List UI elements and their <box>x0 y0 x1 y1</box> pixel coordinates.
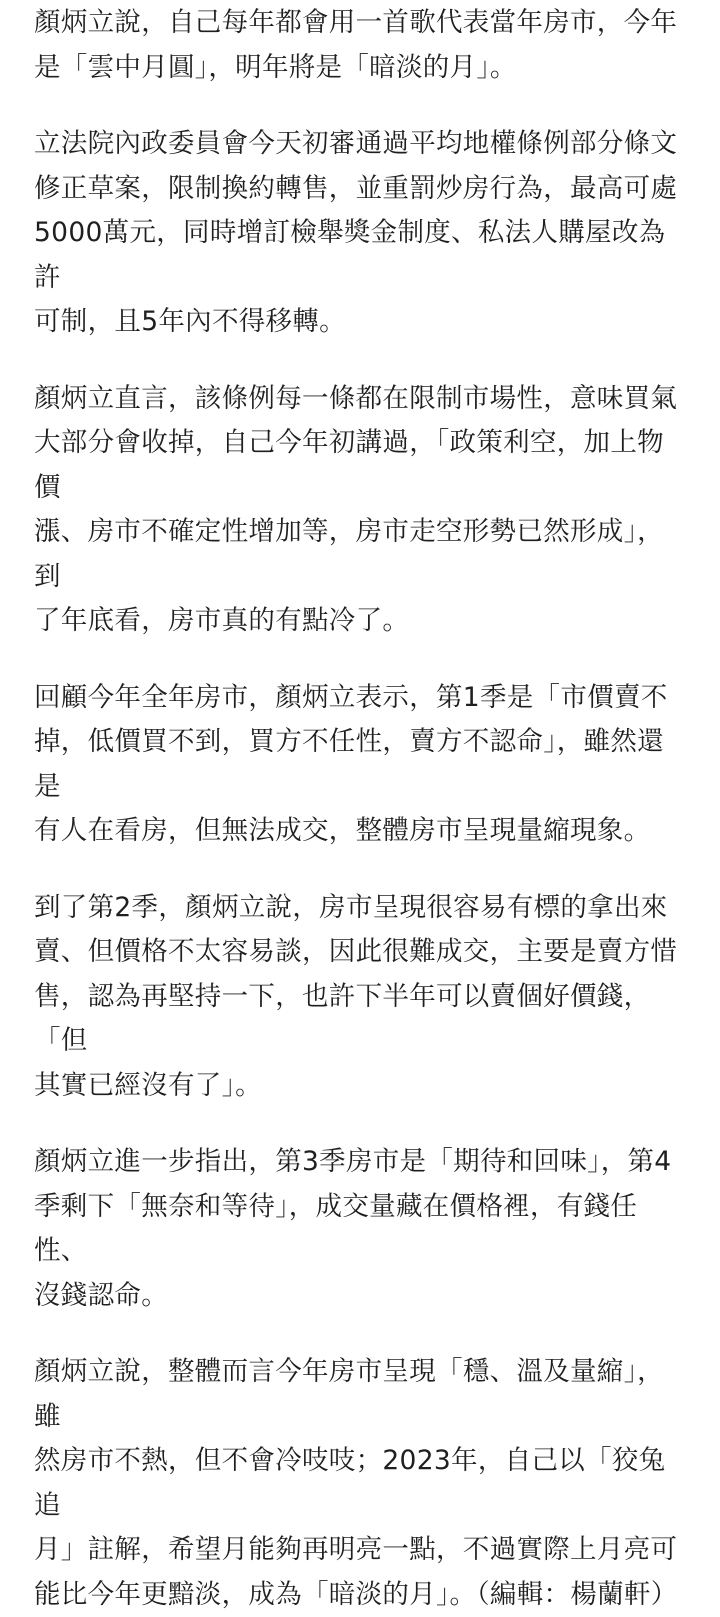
article-paragraph-5: 到了第2季，顏炳立說，房市呈現很容易有標的拿出來 賣、但價格不太容易談，因此很難成交，主要是賣方惜 售，認為再堅持一下，也許下半年可以賣個好價錢，「但 其實已經沒有了」。 <box>34 891 678 1101</box>
article-paragraph-2: 立法院內政委員會今天初審通過平均地權條例部分條文 修正草案，限制換約轉售，並重罰炒房行為，最高可處 5000萬元，同時增訂檢舉獎金制度、私法人購屋改為許 可制，且5年內不得移轉。 <box>34 128 678 337</box>
article-body <box>0 1 720 1617</box>
article-paragraph-7: 顏炳立說，整體而言今年房市呈現「穩、溫及量縮」，雖 然房市不熱，但不會冷吱吱；2023年，自己以「狡兔追 月」註解，希望月能夠再明亮一點，不過實際上月亮可 能比今年更黯淡，成為「暗淡的月」。（編輯：楊蘭軒） <box>34 1356 678 1610</box>
article-paragraph-3: 顏炳立直言，該條例每一條都在限制市場性，意味買氣 大部分會收掉，自己今年初講過，「政策利空，加上物價 漲、房市不確定性增加等，房市走空形勢已然形成」，到 了年底看，房市真的有點冷了。 <box>34 382 678 636</box>
article-paragraph-6: 顏炳立進一步指出，第3季房市是「期待和回味」，第4 季剩下「無奈和等待」，成交量藏在價格裡，有錢任性、 沒錢認命。 <box>34 1146 672 1311</box>
article-paragraph-4: 回顧今年全年房市，顏炳立表示，第1季是「市價賣不 掉，低價買不到，買方不任性，賣方不認命」，雖然還是 有人在看房，但無法成交，整體房市呈現量縮現象。 <box>34 681 668 846</box>
article-paragraph-1: 顏炳立說，自己每年都會用一首歌代表當年房市，今年 是「雲中月圓」，明年將是「暗淡的月」。 <box>34 7 678 83</box>
